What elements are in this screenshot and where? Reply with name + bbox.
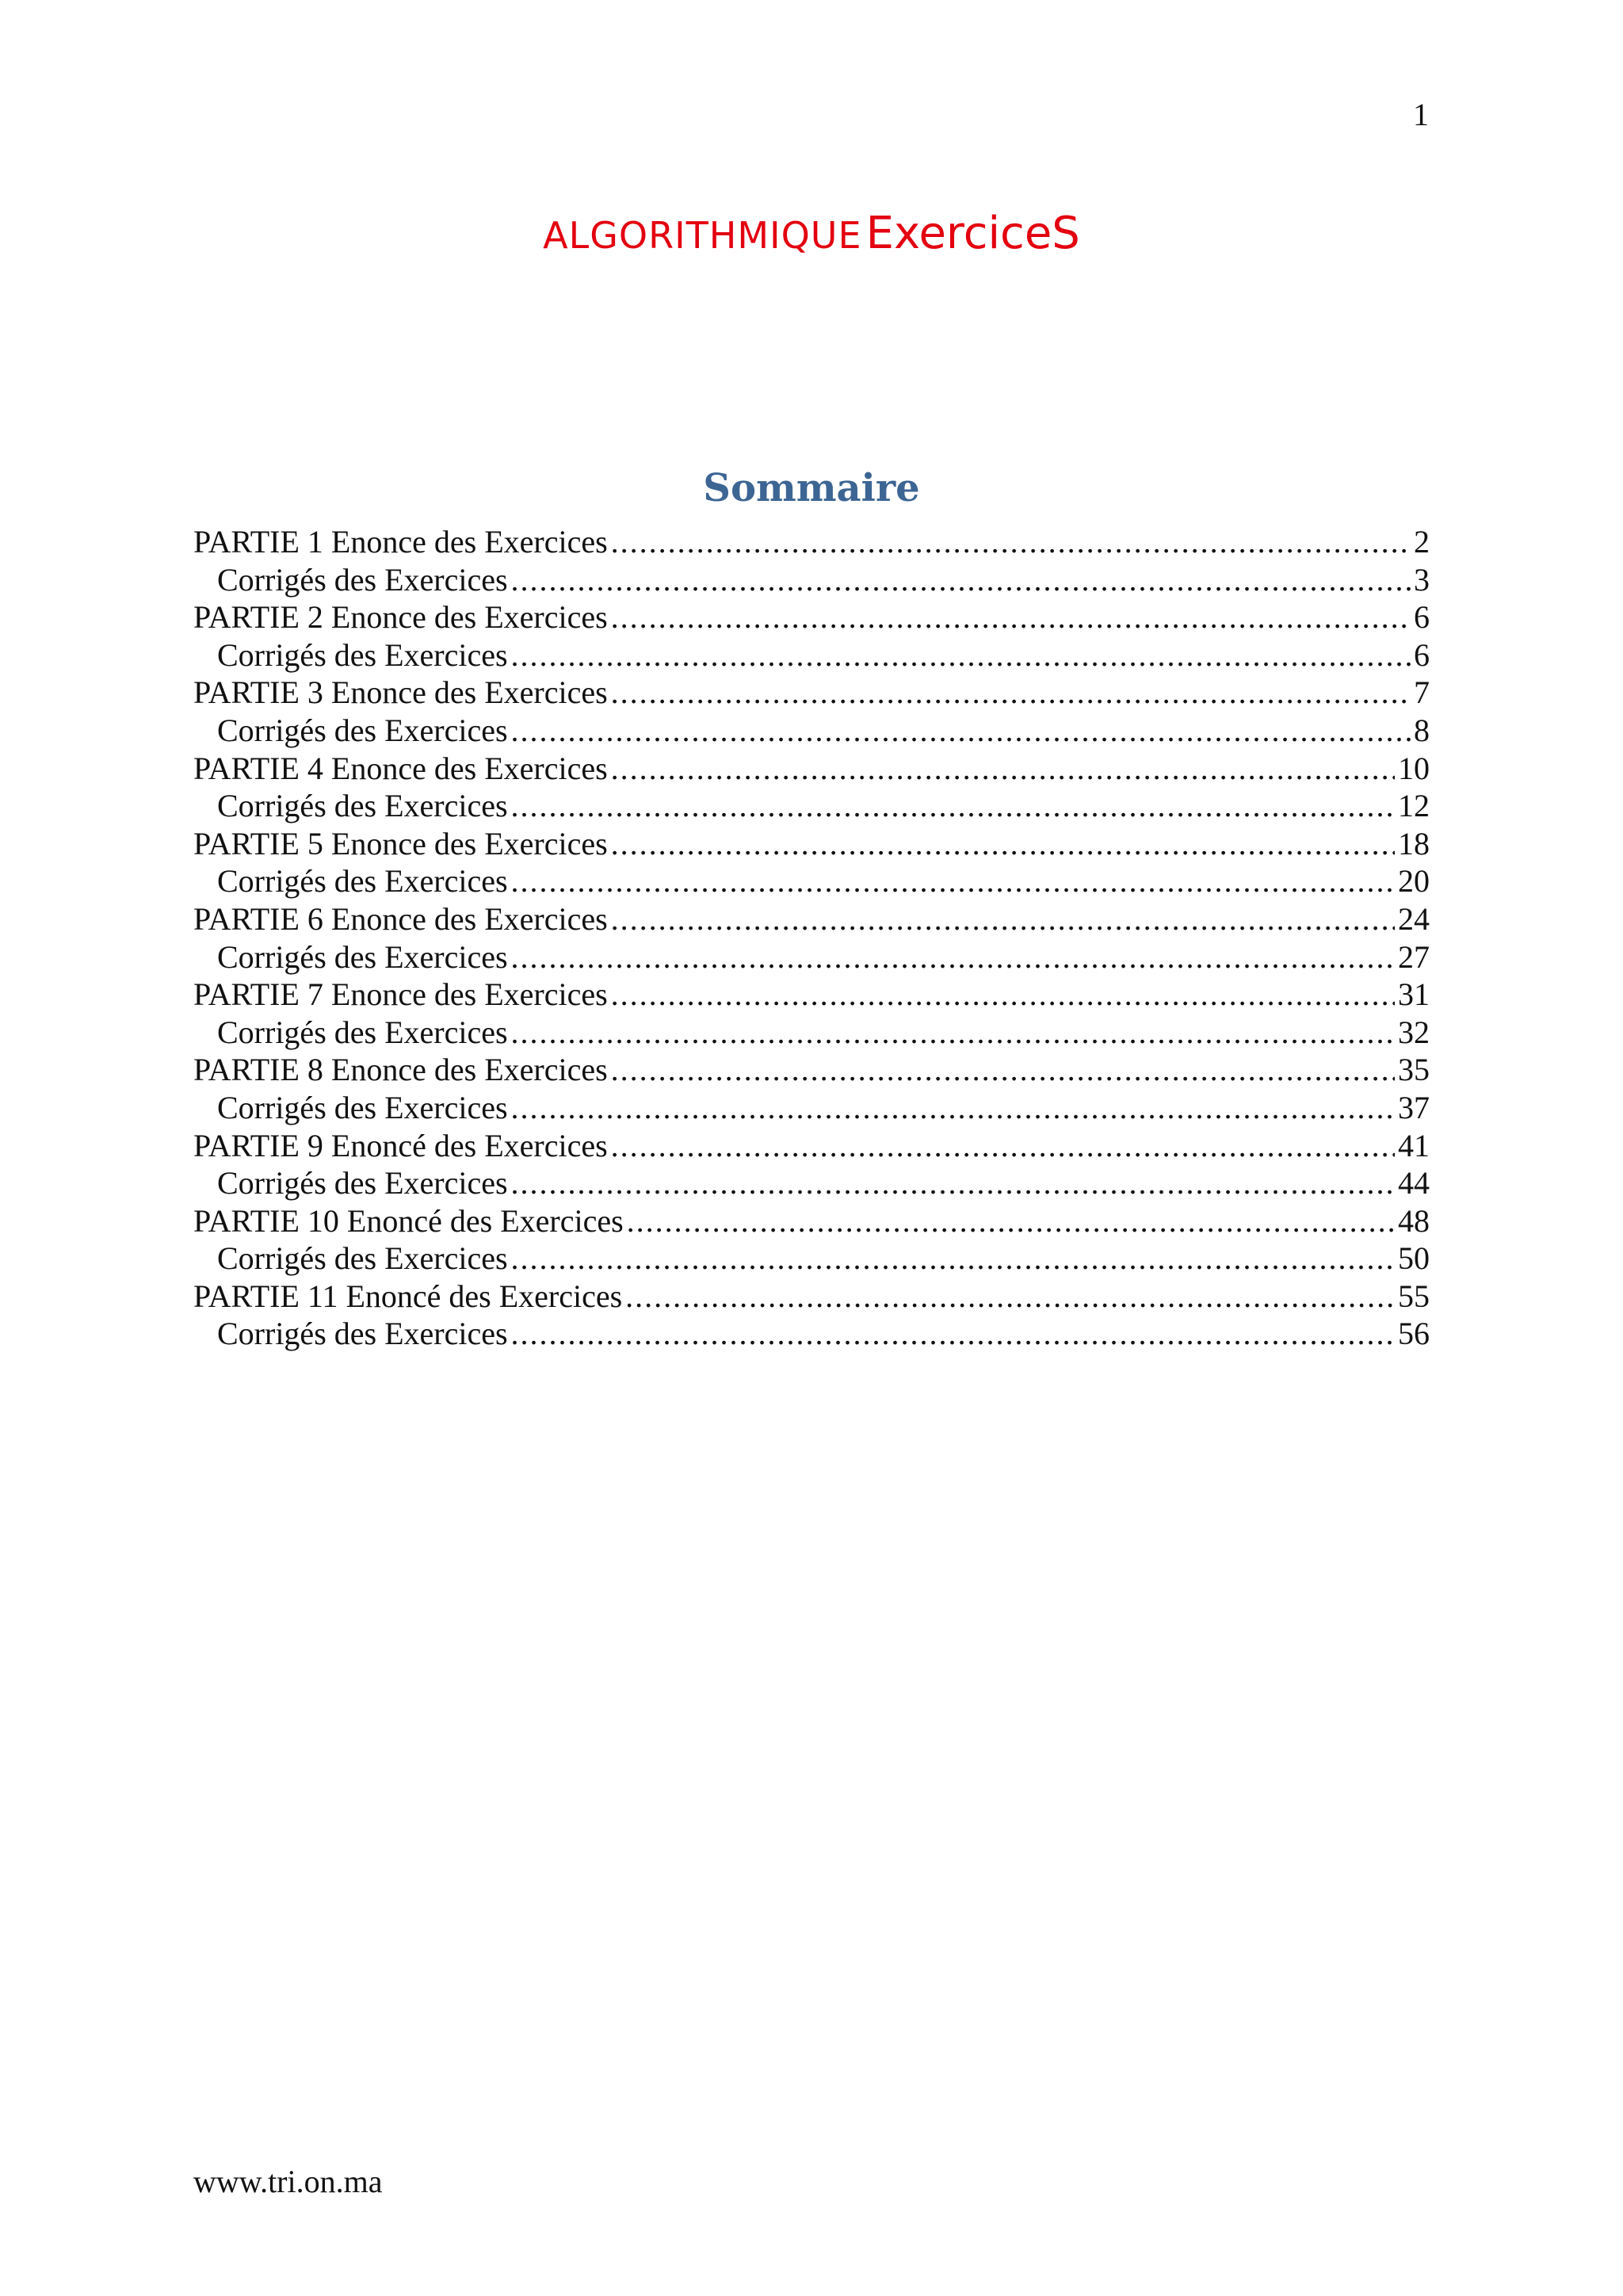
toc-entry-page: 31: [1398, 976, 1430, 1013]
toc-entry-label: Corrigés des Exercices: [217, 1014, 508, 1050]
toc-entry-label: PARTIE 11 Enoncé des Exercices: [193, 1278, 623, 1314]
toc-entry-page: 12: [1398, 788, 1430, 824]
toc-dot-leader: [511, 1164, 1395, 1202]
toc-entry-label: PARTIE 5 Enonce des Exercices: [193, 825, 608, 861]
toc-entry-partie[interactable]: [193, 750, 1430, 788]
toc-entry-partie[interactable]: [193, 674, 1430, 712]
toc-entry-label: Corrigés des Exercices: [217, 1089, 508, 1125]
toc-entry-partie[interactable]: [193, 1127, 1430, 1165]
toc-entry-page: 55: [1398, 1278, 1430, 1314]
toc-entry-page: 37: [1398, 1089, 1430, 1125]
document-title: [0, 208, 1623, 259]
document-title-sub: ExerciceS: [865, 208, 1080, 259]
toc-dot-leader: [511, 712, 1411, 750]
toc-entry-corriges[interactable]: [193, 561, 1430, 599]
toc-entry-label: Corrigés des Exercices: [217, 561, 508, 598]
toc-dot-leader: [625, 1278, 1395, 1316]
toc-entry-page: 8: [1414, 712, 1430, 748]
toc-entry-partie[interactable]: [193, 1202, 1430, 1240]
toc-dot-leader: [511, 1014, 1395, 1052]
toc-entry-label: Corrigés des Exercices: [217, 712, 508, 748]
toc-entry-label: PARTIE 8 Enonce des Exercices: [193, 1052, 608, 1088]
toc-entry-page: 50: [1398, 1240, 1430, 1277]
toc-dot-leader: [611, 598, 1411, 636]
toc-entry-label: Corrigés des Exercices: [217, 938, 508, 975]
toc-dot-leader: [511, 938, 1395, 976]
toc-entry-page: 3: [1414, 561, 1430, 598]
toc-dot-leader: [511, 787, 1395, 825]
toc-entry-corriges[interactable]: [193, 636, 1430, 674]
toc-entry-corriges[interactable]: [193, 1014, 1430, 1052]
toc-entry-partie[interactable]: [193, 598, 1430, 636]
document-title-main: ALGORITHMIQUE: [543, 214, 862, 257]
page-number: 1: [1413, 97, 1429, 132]
toc-entry-label: PARTIE 2 Enonce des Exercices: [193, 599, 608, 636]
toc-entry-label: Corrigés des Exercices: [217, 1165, 508, 1201]
toc-entry-page: 7: [1414, 674, 1430, 711]
toc-dot-leader: [611, 523, 1411, 561]
toc-entry-page: 18: [1398, 825, 1430, 861]
toc-dot-leader: [511, 561, 1411, 599]
toc-dot-leader: [511, 636, 1411, 674]
toc-heading: Sommaire: [703, 466, 920, 510]
toc-entry-corriges[interactable]: [193, 1240, 1430, 1278]
toc-entry-page: 24: [1398, 900, 1430, 937]
toc-entry-page: 32: [1398, 1014, 1430, 1050]
toc-entry-partie[interactable]: [193, 900, 1430, 938]
footer-url: www.tri.on.ma: [193, 2164, 383, 2199]
table-of-contents: [193, 523, 1430, 1353]
toc-dot-leader: [511, 1315, 1395, 1353]
toc-entry-corriges[interactable]: [193, 787, 1430, 825]
toc-dot-leader: [511, 862, 1395, 900]
toc-entry-page: 6: [1414, 599, 1430, 636]
toc-entry-partie[interactable]: [193, 1051, 1430, 1089]
toc-dot-leader: [611, 900, 1395, 938]
toc-entry-corriges[interactable]: [193, 1315, 1430, 1353]
toc-entry-label: PARTIE 7 Enonce des Exercices: [193, 976, 608, 1013]
toc-entry-page: 27: [1398, 938, 1430, 975]
toc-entry-page: 20: [1398, 863, 1430, 900]
toc-entry-label: PARTIE 6 Enonce des Exercices: [193, 900, 608, 937]
toc-entry-label: PARTIE 9 Enoncé des Exercices: [193, 1127, 608, 1163]
toc-entry-corriges[interactable]: [193, 1164, 1430, 1202]
toc-dot-leader: [511, 1240, 1395, 1278]
toc-entry-page: 41: [1398, 1127, 1430, 1163]
toc-entry-page: 35: [1398, 1052, 1430, 1088]
toc-dot-leader: [611, 750, 1395, 788]
toc-entry-corriges[interactable]: [193, 712, 1430, 750]
toc-entry-label: PARTIE 10 Enoncé des Exercices: [193, 1202, 624, 1239]
toc-entry-label: Corrigés des Exercices: [217, 636, 508, 673]
toc-entry-label: Corrigés des Exercices: [217, 1240, 508, 1277]
toc-dot-leader: [627, 1202, 1395, 1240]
toc-dot-leader: [611, 1127, 1395, 1165]
toc-dot-leader: [611, 674, 1411, 712]
toc-dot-leader: [611, 825, 1395, 863]
toc-entry-corriges[interactable]: [193, 938, 1430, 976]
toc-entry-label: Corrigés des Exercices: [217, 788, 508, 824]
toc-entry-page: 10: [1398, 750, 1430, 786]
toc-entry-partie[interactable]: [193, 1278, 1430, 1316]
toc-entry-page: 56: [1398, 1316, 1430, 1352]
toc-entry-page: 48: [1398, 1202, 1430, 1239]
toc-entry-page: 6: [1414, 636, 1430, 673]
toc-entry-page: 44: [1398, 1165, 1430, 1201]
toc-entry-label: PARTIE 3 Enonce des Exercices: [193, 674, 608, 711]
toc-entry-corriges[interactable]: [193, 862, 1430, 900]
toc-dot-leader: [511, 1089, 1395, 1127]
toc-entry-label: Corrigés des Exercices: [217, 1316, 508, 1352]
toc-entry-label: Corrigés des Exercices: [217, 863, 508, 900]
toc-entry-label: PARTIE 1 Enonce des Exercices: [193, 524, 608, 560]
toc-entry-page: 2: [1414, 524, 1430, 560]
toc-entry-partie[interactable]: [193, 825, 1430, 863]
toc-entry-corriges[interactable]: [193, 1089, 1430, 1127]
toc-dot-leader: [611, 976, 1395, 1014]
toc-dot-leader: [611, 1051, 1395, 1089]
toc-entry-label: PARTIE 4 Enonce des Exercices: [193, 750, 608, 786]
toc-entry-partie[interactable]: [193, 976, 1430, 1014]
toc-entry-partie[interactable]: [193, 523, 1430, 561]
